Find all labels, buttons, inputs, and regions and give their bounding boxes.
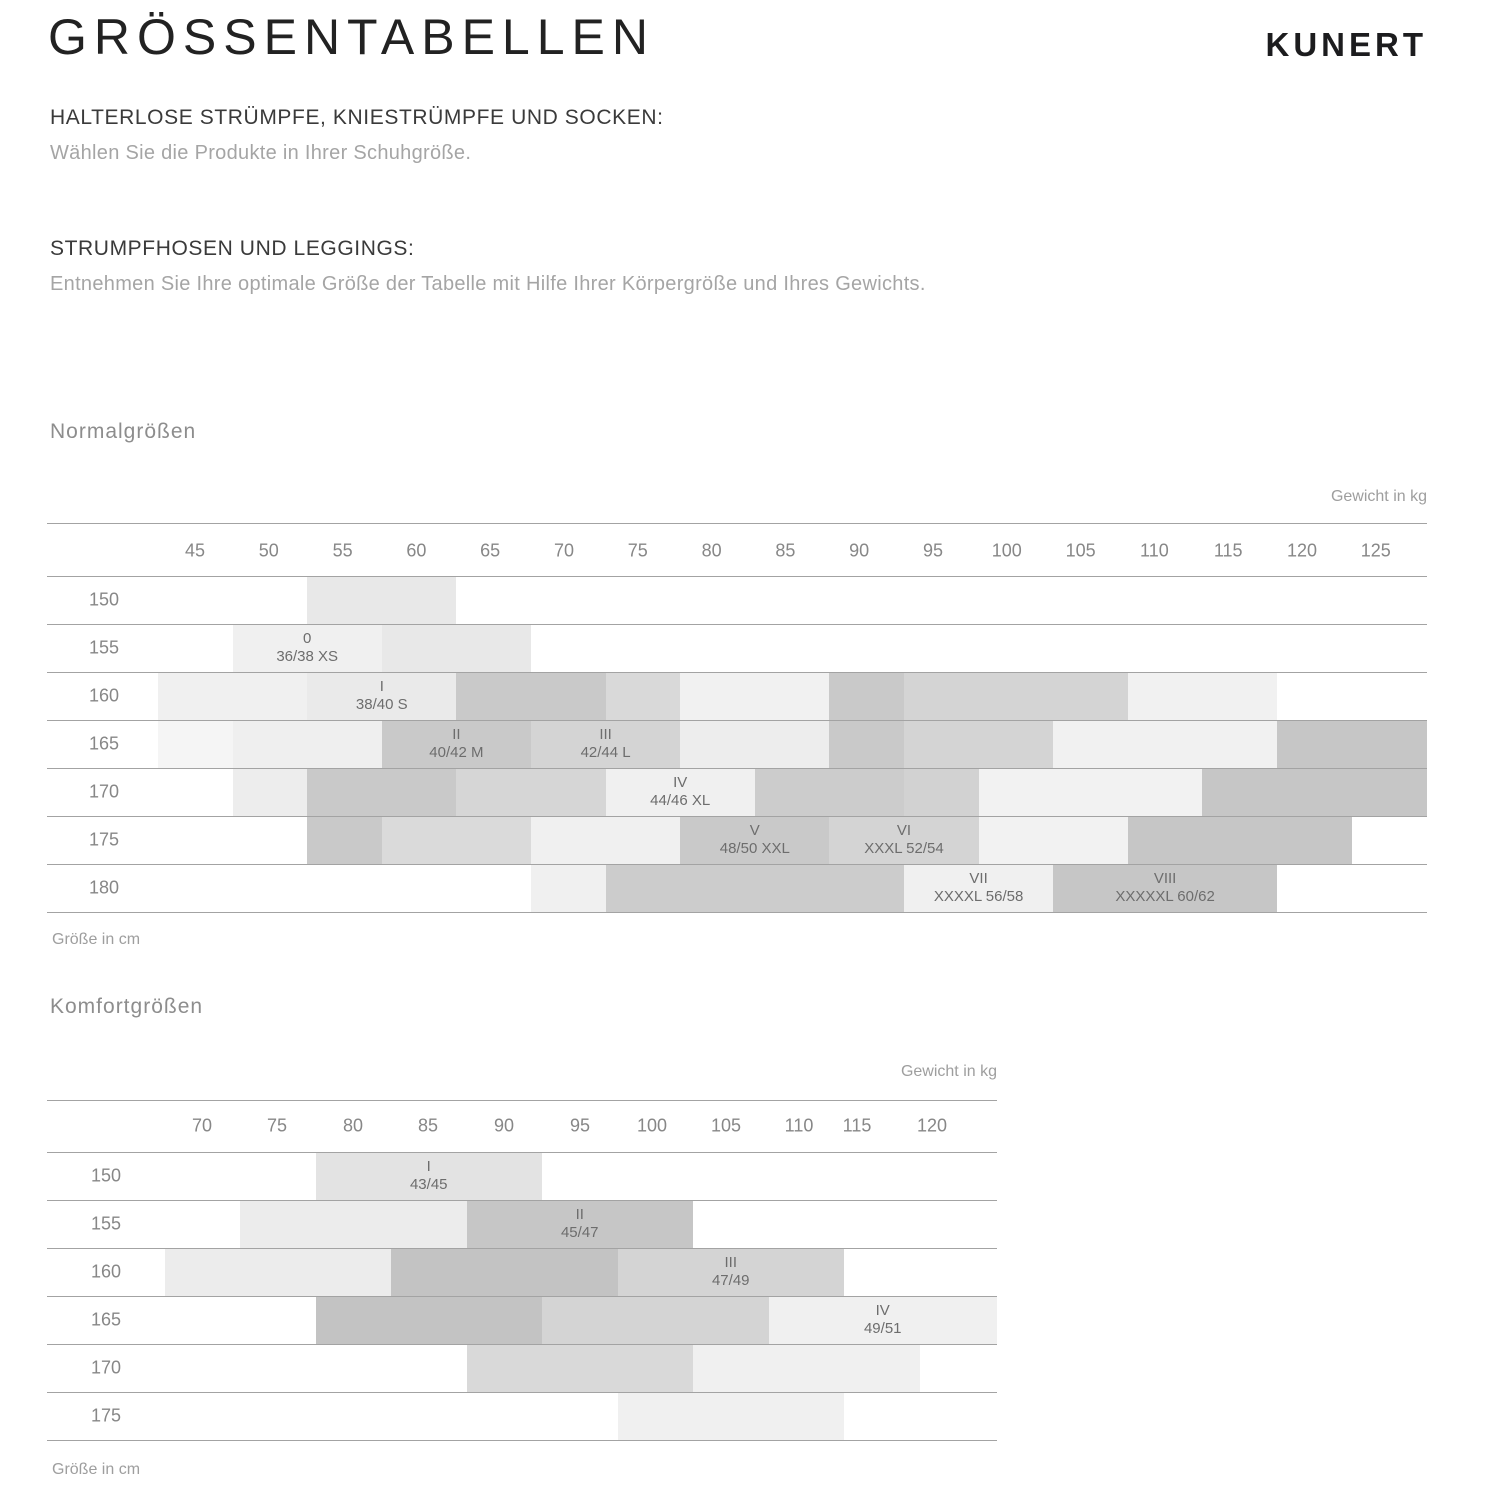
weight-tick: 100 [991,540,1022,561]
size-cell [979,768,1203,816]
height-axis-caption: Größe in cm [52,931,141,948]
weight-tick: 120 [1286,540,1318,561]
section-subtitle-socks: Wählen Sie die Produkte in Ihrer Schuhgröße. [50,142,472,164]
size-cell [307,672,456,720]
size-cell [307,816,382,864]
weight-tick: 45 [184,540,206,561]
height-label: 175 [88,829,120,850]
size-cell [680,816,829,864]
size-cell-label: III 47/49 [711,1254,750,1289]
weight-axis-caption: Gewicht in kg [1330,488,1427,505]
size-cell-label: V 48/50 XXL [719,822,790,857]
grid-line-header [47,576,1427,577]
weight-tick: 70 [553,540,575,561]
size-cell [531,864,606,912]
weight-tick: 95 [922,540,944,561]
size-cell [233,768,308,816]
height-label: 155 [88,637,120,658]
size-cell [829,672,904,720]
size-cell [693,1344,920,1392]
grid-line-row [47,864,1427,865]
grid-line-row [47,1440,997,1441]
size-cell-label: VI XXXL 52/54 [864,822,944,857]
height-label: 170 [90,1357,122,1378]
size-cell-label: II 40/42 M [429,726,484,761]
size-cell [1053,720,1277,768]
height-label: 155 [90,1213,122,1234]
size-cell [904,864,1053,912]
height-axis-caption: Größe in cm [52,1461,141,1478]
grid-line-row [47,768,1427,769]
page-title: GRÖSSENTABELLEN [48,9,656,65]
size-cell [382,720,531,768]
size-cell [1277,720,1427,768]
section-heading-tights: STRUMPFHOSEN UND LEGGINGS: [50,237,415,260]
grid-line-row [47,912,1427,913]
size-cell-label: IV 49/51 [863,1302,902,1337]
weight-tick: 100 [636,1115,668,1136]
grid-line-row [47,720,1427,721]
size-cell [606,864,904,912]
weight-tick: 115 [842,1115,872,1136]
size-cell [680,720,829,768]
weight-tick: 110 [1140,540,1169,561]
size-cell-label: I 43/45 [409,1158,448,1193]
grid-line-top [47,523,1427,524]
weight-tick: 120 [916,1115,948,1136]
chart-title-normal: Normalgrößen [50,420,197,443]
size-cell-label: VIII XXXXXL 60/62 [1115,870,1215,905]
grid-line-top [47,1100,997,1101]
size-cell [158,672,307,720]
size-cell [542,1296,769,1344]
size-cell [979,816,1128,864]
size-cell [1202,768,1427,816]
weight-tick: 90 [849,540,870,561]
size-cell [240,1200,467,1248]
weight-tick: 110 [784,1115,814,1136]
height-label: 180 [88,877,120,898]
weight-tick: 65 [480,540,501,561]
grid-line-row [47,816,1427,817]
weight-tick: 60 [406,540,427,561]
size-cell-label: III 42/44 L [580,726,631,761]
weight-tick: 55 [332,540,353,561]
size-cell-label: 0 36/38 XS [276,630,339,665]
size-cell-label: I 38/40 S [355,678,408,713]
size-cell [1053,864,1277,912]
size-cell [769,1296,998,1344]
size-cell-label: II 45/47 [560,1206,599,1241]
size-cell [680,672,829,720]
height-label: 150 [90,1165,122,1186]
grid-line-row [47,672,1427,673]
grid-line-row [47,1296,997,1297]
height-label: 150 [88,589,120,610]
weight-tick: 105 [1065,540,1096,561]
size-cell [531,720,680,768]
size-cell [233,720,382,768]
grid-line-row [47,1200,997,1201]
weight-tick: 80 [342,1115,364,1136]
size-cell [307,768,456,816]
size-cell [904,768,979,816]
size-cell [456,768,605,816]
height-label: 170 [88,781,120,802]
height-label: 175 [90,1405,122,1426]
size-cell [829,720,904,768]
size-cell [165,1248,392,1296]
weight-tick: 125 [1360,540,1391,561]
size-cell [904,720,1053,768]
size-cell [382,624,531,672]
size-cell [531,816,680,864]
size-cell-label: VII XXXXL 56/58 [933,870,1024,905]
size-cell [456,672,605,720]
size-cell [467,1344,694,1392]
section-heading-socks: HALTERLOSE STRÜMPFE, KNIESTRÜMPFE UND SOCKEN: [50,106,664,129]
size-cell-label: IV 44/46 XL [650,774,711,809]
size-cell [307,576,456,624]
chart-title-komfort: Komfortgrößen [50,995,204,1018]
grid-line-header [47,1152,997,1153]
weight-tick: 75 [266,1115,288,1136]
size-cell [618,1248,845,1296]
size-cell [829,816,978,864]
size-cell [467,1200,694,1248]
size-cell [755,768,904,816]
weight-tick: 70 [191,1115,213,1136]
brand-logo: KUNERT [1265,26,1427,63]
weight-axis-caption: Gewicht in kg [900,1063,997,1080]
size-cell [1128,816,1352,864]
weight-tick: 115 [1213,540,1243,561]
height-label: 165 [88,733,120,754]
grid-line-row [47,1392,997,1393]
weight-tick: 90 [493,1115,515,1136]
grid-line-row [47,1344,997,1345]
size-cell [382,816,531,864]
size-cell [1128,672,1277,720]
size-cell [316,1296,543,1344]
height-label: 165 [90,1309,122,1330]
weight-tick: 85 [417,1115,439,1136]
weight-tick: 95 [569,1115,591,1136]
size-cell [158,720,233,768]
size-cell [904,672,1128,720]
size-cell [618,1392,845,1440]
weight-tick: 75 [627,540,648,561]
size-cell [606,768,755,816]
grid-line-row [47,624,1427,625]
weight-tick: 105 [710,1115,742,1136]
section-subtitle-tights: Entnehmen Sie Ihre optimale Größe der Tabelle mit Hilfe Ihrer Körpergröße und Ihres Gewichts. [50,273,926,295]
size-cell [316,1152,543,1200]
size-cell [391,1248,618,1296]
weight-tick: 85 [775,540,796,561]
weight-tick: 80 [701,540,722,561]
height-label: 160 [90,1261,122,1282]
weight-tick: 50 [258,540,279,561]
size-cell [233,624,382,672]
grid-line-row [47,1248,997,1249]
height-label: 160 [88,685,120,706]
size-cell [606,672,681,720]
